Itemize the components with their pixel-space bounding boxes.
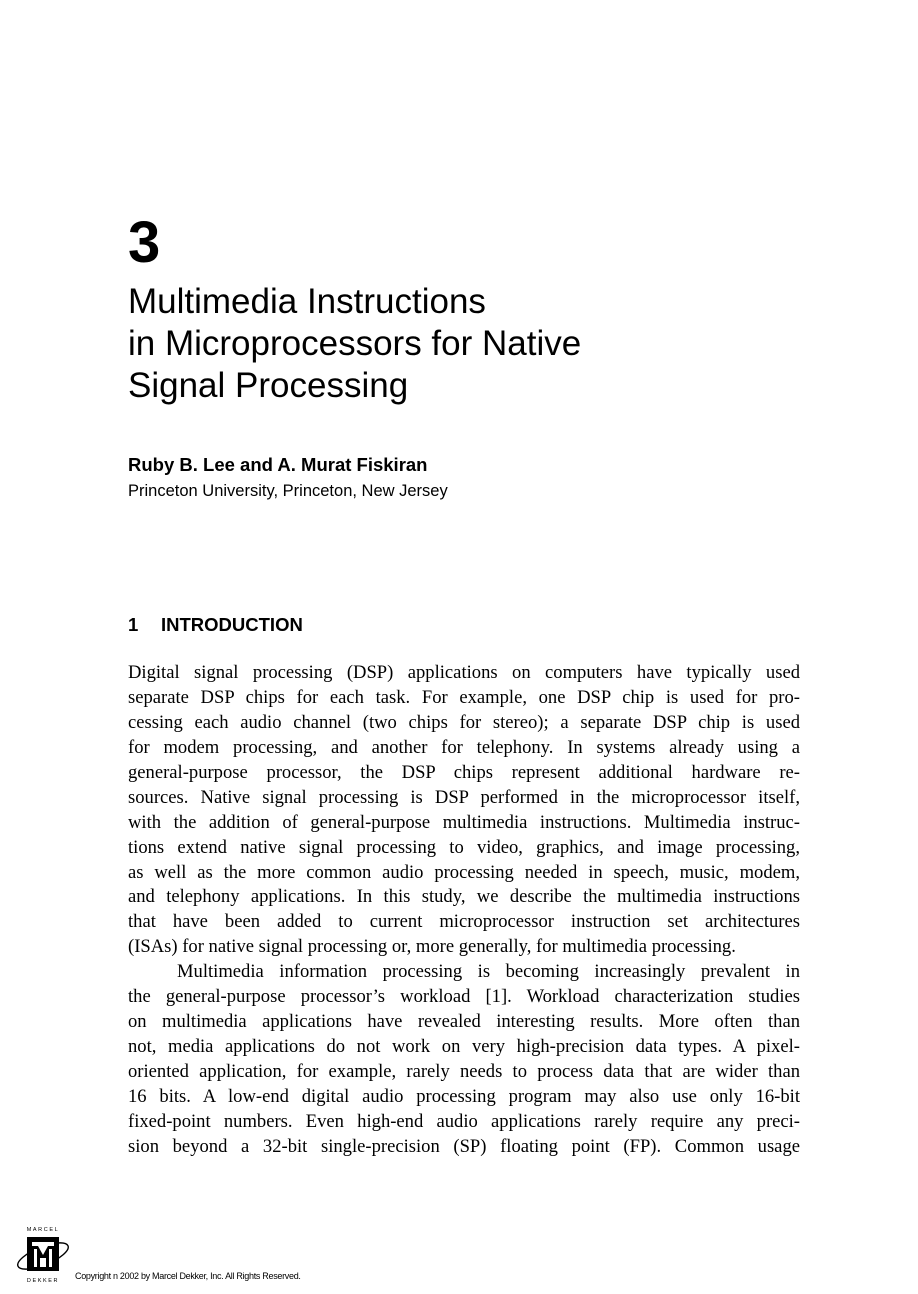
section-title: INTRODUCTION <box>161 614 303 635</box>
copyright-notice: Copyright n 2002 by Marcel Dekker, Inc. All Rights Reserved. <box>75 1271 301 1281</box>
chapter-number: 3 <box>128 210 161 275</box>
text-line: sion beyond a 32-bit single-precision (SP) floating point (FP). Common usage <box>128 1135 800 1157</box>
chapter-title <box>128 281 768 407</box>
section-heading <box>128 612 303 638</box>
text-line: oriented application, for example, rarely needs to process data that are wider than <box>128 1061 800 1082</box>
text-line: (ISAs) for native signal processing or, more generally, for multimedia processing. <box>128 936 736 958</box>
logo-text-top: MARCEL <box>26 1227 60 1233</box>
text-line: Multimedia information processing is becoming increasingly prevalent in <box>177 961 800 983</box>
text-line: fixed-point numbers. Even high-end audio applications rarely require any preci- <box>128 1110 800 1132</box>
text-line: tions extend native signal processing to video, graphics, and image processing, <box>128 836 800 858</box>
text-line: general-purpose processor, the DSP chips represent additional hardware re- <box>128 761 800 783</box>
text-line: sources. Native signal processing is DSP performed in the microprocessor itself, <box>128 786 800 808</box>
logo-emblem <box>32 1242 54 1267</box>
chapter-title-line: in Microprocessors for Native <box>128 324 582 363</box>
text-line: and telephony applications. In this study, we describe the multimedia instructions <box>128 886 800 908</box>
text-line: that have been added to current microprocessor instruction set architectures <box>128 911 800 933</box>
chapter-title-line: Multimedia Instructions <box>128 282 486 321</box>
text-line: not, media applications do not work on very high-precision data types. A pixel- <box>128 1036 800 1058</box>
author-affiliation: Princeton University, Princeton, New Jersey <box>128 482 448 500</box>
body-text <box>128 661 800 1160</box>
text-line: cessing each audio channel (two chips for stereo); a separate DSP chip is used <box>128 711 800 733</box>
paragraph-2 <box>128 960 800 1160</box>
chapter-title-line: Signal Processing <box>128 366 409 405</box>
text-line: for modem processing, and another for telephony. In systems already using a <box>128 736 800 758</box>
author-names: Ruby B. Lee and A. Murat Fiskiran <box>128 454 428 475</box>
publisher-logo <box>14 1225 72 1283</box>
logo-text-bottom: DEKKER <box>26 1278 60 1283</box>
text-line: separate DSP chips for each task. For example, one DSP chip is used for pro- <box>128 686 800 708</box>
text-line: with the addition of general-purpose multimedia instructions. Multimedia instruc- <box>128 811 800 833</box>
text-line: as well as the more common audio processing needed in speech, music, modem, <box>128 861 800 883</box>
text-line: 16 bits. A low-end digital audio processing program may also use only 16-bit <box>128 1085 800 1107</box>
section-number: 1 <box>128 614 139 635</box>
text-line: on multimedia applications have revealed interesting results. More often than <box>128 1011 800 1033</box>
text-line: the general-purpose processor’s workload [1]. Workload characterization studies <box>128 986 800 1008</box>
text-line: Digital signal processing (DSP) applications on computers have typically used <box>128 662 800 683</box>
paragraph-1 <box>128 661 800 960</box>
